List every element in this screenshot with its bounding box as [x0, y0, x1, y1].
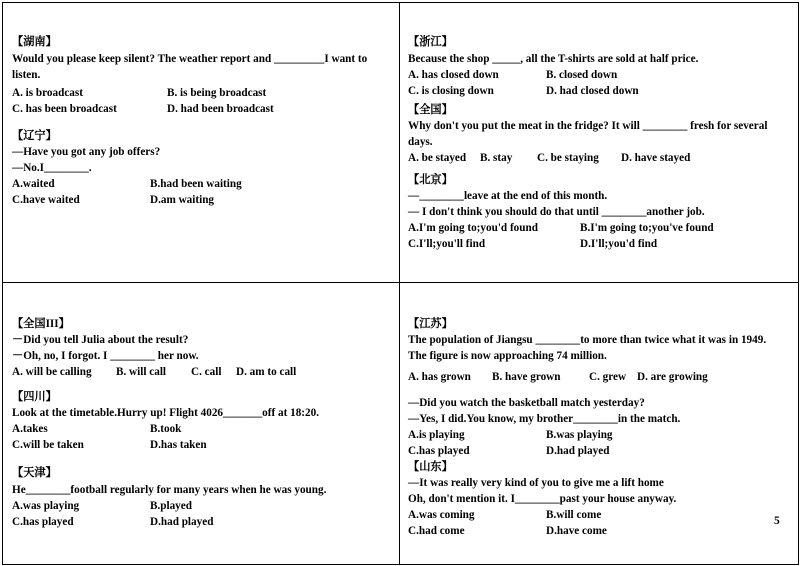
dialogue-line: －Did you tell Julia about the result?	[12, 334, 189, 346]
option-c: C. grew	[589, 371, 627, 383]
region-tag: 【江苏】	[408, 318, 453, 330]
question-text: Because the shop _____, all the T-shirts are sold at half price.	[408, 53, 699, 65]
panel-shandong	[408, 459, 788, 539]
option-d: D.has taken	[150, 439, 207, 451]
option-a: A.is playing	[408, 429, 465, 441]
option-b: B. have grown	[492, 371, 561, 383]
question-text: Would you please keep silent? The weather report and _________I want to listen.	[12, 53, 368, 81]
option-c: C. be staying	[537, 152, 599, 164]
option-a: A. has closed down	[408, 69, 499, 81]
question-text: Look at the timetable.Hurry up! Flight 4026_______off at 18:20.	[12, 407, 320, 419]
page-number: 5	[774, 515, 780, 527]
option-d: D. had been broadcast	[167, 103, 274, 115]
option-b: B. stay	[480, 152, 513, 164]
region-tag: 【全国】	[408, 104, 453, 116]
dialogue-line: －Oh, no, I forgot. I ________ her now.	[12, 350, 199, 362]
region-tag: 【北京】	[408, 174, 453, 186]
option-b: B. is being broadcast	[167, 87, 267, 99]
option-d: D.have come	[546, 525, 607, 537]
option-c: C.will be taken	[12, 439, 84, 451]
option-c: C. has been broadcast	[12, 103, 117, 115]
dialogue-line: —Did you watch the basketball match yesterday?	[408, 397, 645, 409]
question-text: The population of Jiangsu ________to more than twice what it was in 1949.	[408, 334, 767, 346]
vertical-divider	[399, 2, 400, 564]
option-d: D. have stayed	[621, 152, 691, 164]
panel-jiangsu	[408, 316, 788, 459]
option-a: A. is broadcast	[12, 87, 83, 99]
option-a: A.was playing	[12, 500, 80, 512]
region-tag: 【浙江】	[408, 36, 453, 48]
option-b: B. closed down	[546, 69, 618, 81]
region-tag: 【天津】	[12, 467, 57, 479]
dialogue-line: —It was really very kind of you to give me a lift home	[408, 477, 664, 489]
dialogue-line: — I don't think you should do that until ________another job.	[408, 206, 705, 218]
option-c: C. is closing down	[408, 85, 494, 97]
option-c: C.has played	[408, 445, 470, 457]
option-b: B.will come	[546, 509, 602, 521]
region-tag: 【四川】	[12, 391, 57, 403]
panel-sichuan	[12, 389, 390, 453]
question-text: The figure is now approaching 74 million.	[408, 350, 607, 362]
option-b: B.had been waiting	[150, 178, 242, 190]
region-tag: 【山东】	[408, 461, 453, 473]
option-d: D.am waiting	[150, 194, 215, 206]
option-b: B. will call	[116, 366, 167, 378]
option-d: D. are growing	[637, 371, 708, 383]
region-tag: 【全国III】	[12, 318, 70, 330]
option-d: D. am to call	[236, 366, 297, 378]
option-b: B.played	[150, 500, 192, 512]
option-b: B.I'm going to;you've found	[580, 222, 714, 234]
option-d: D.had played	[150, 516, 214, 528]
option-d: D.I'll;you'd find	[580, 238, 658, 250]
horizontal-divider	[2, 282, 798, 283]
panel-zhejiang	[408, 34, 788, 99]
option-a: A.waited	[12, 178, 55, 190]
panel-quanguo3	[12, 316, 390, 380]
option-c: C.I'll;you'll find	[408, 238, 486, 250]
option-a: A.was coming	[408, 509, 475, 521]
question-text: Why don't you put the meat in the fridge? It will ________ fresh for several days.	[408, 120, 768, 148]
panel-beijing	[408, 172, 788, 252]
option-c: C.have waited	[12, 194, 80, 206]
option-a: A.takes	[12, 423, 48, 435]
panel-hunan	[12, 34, 390, 117]
dialogue-line: Oh, don't mention it. I________past your house anyway.	[408, 493, 677, 505]
option-a: A. will be calling	[12, 366, 92, 378]
option-a: A. be stayed	[408, 152, 467, 164]
panel-liaoning	[12, 128, 390, 208]
option-c: C. call	[191, 366, 222, 378]
option-b: B.took	[150, 423, 182, 435]
option-c: C.has played	[12, 516, 74, 528]
option-a: A.I'm going to;you'd found	[408, 222, 538, 234]
question-text: He________football regularly for many years when he was young.	[12, 484, 327, 496]
dialogue-line: —Have you got any job offers?	[12, 146, 161, 158]
option-b: B.was playing	[546, 429, 613, 441]
dialogue-line: —Yes, I did.You know, my brother________in the match.	[408, 413, 681, 425]
option-c: C.had come	[408, 525, 465, 537]
panel-quanguo	[408, 102, 783, 166]
option-d: D. had closed down	[546, 85, 639, 97]
option-a: A. has grown	[408, 371, 471, 383]
region-tag: 【湖南】	[12, 36, 57, 48]
region-tag: 【辽宁】	[12, 130, 57, 142]
dialogue-line: —________leave at the end of this month.	[408, 190, 608, 202]
option-d: D.had played	[546, 445, 610, 457]
dialogue-line: —No.I________.	[12, 162, 92, 174]
panel-tianjin	[12, 465, 390, 530]
